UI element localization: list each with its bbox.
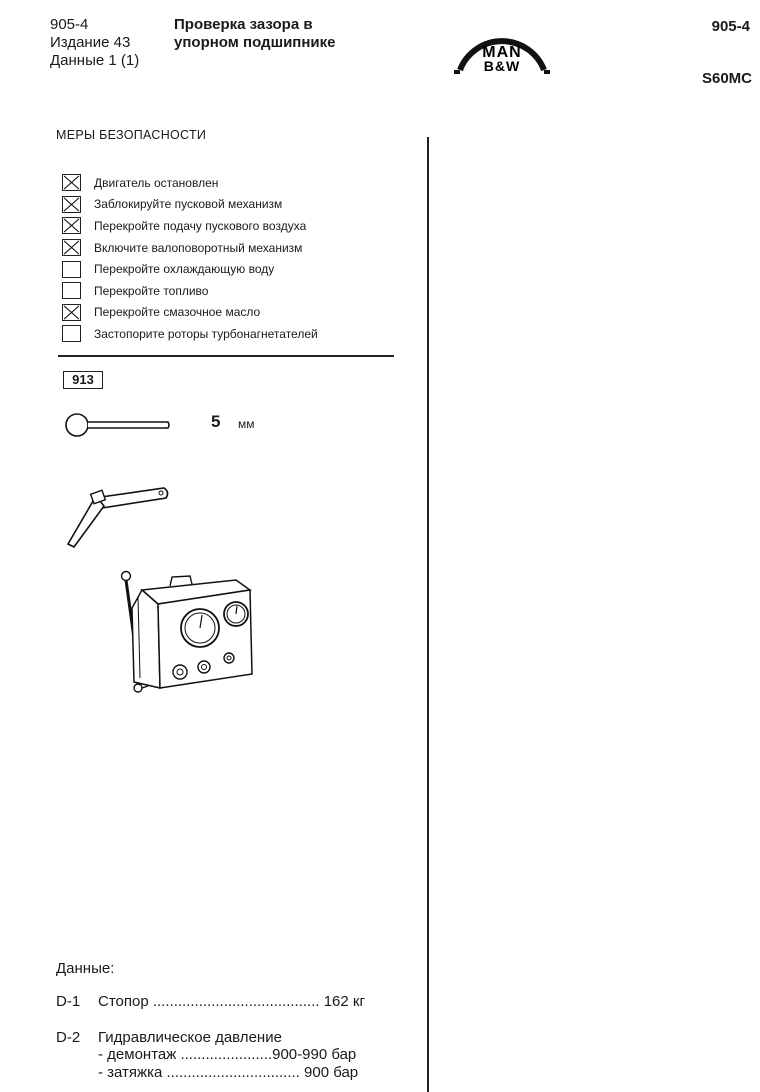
- checked-box-icon: [62, 304, 81, 321]
- safety-item: [62, 258, 402, 280]
- doc-number: 905-4: [50, 16, 89, 33]
- feeler-gauge-icon: [64, 410, 174, 440]
- divider-line: [58, 355, 394, 357]
- feeler-value: 5: [211, 412, 221, 431]
- safety-item-label: Перекройте смазочное масло: [94, 305, 261, 320]
- checked-box-icon: [62, 217, 81, 234]
- safety-item-label: Перекройте охлаждающую воду: [94, 262, 275, 277]
- logo-text-top: MAN: [482, 44, 522, 61]
- safety-item: [62, 172, 402, 194]
- man-bw-logo: [450, 16, 554, 74]
- document-info: [50, 16, 139, 70]
- doc-number-right: 905-4: [711, 18, 750, 35]
- safety-item-label: Двигатель остановлен: [94, 175, 219, 190]
- data-code-d1: D-1: [56, 993, 81, 1010]
- safety-item-label: Включите валоповоротный механизм: [94, 240, 303, 255]
- data-sheet: Данные 1 (1): [50, 52, 140, 69]
- empty-box-icon: [62, 325, 81, 342]
- safety-item-label: Заблокируйте пусковой механизм: [94, 197, 283, 212]
- empty-box-icon: [62, 282, 81, 299]
- data-title: Данные:: [56, 960, 115, 977]
- safety-item: [62, 302, 402, 324]
- lever-tool-icon: [64, 484, 174, 550]
- safety-item-label: Перекройте подачу пускового воздуха: [94, 218, 307, 233]
- tool-number-badge: 913: [63, 371, 103, 389]
- engine-model: S60MC: [701, 70, 752, 87]
- safety-item: [62, 280, 402, 302]
- checked-box-icon: [62, 239, 81, 256]
- safety-item: [62, 237, 402, 259]
- safety-item-label: Застопорите роторы турбонагнетателей: [94, 326, 318, 341]
- title-line-1: Проверка зазора в: [174, 16, 313, 33]
- data-text-d1: Стопор ........................................ 162 кг: [98, 993, 365, 1010]
- title-line-2: упорном подшипнике: [174, 34, 336, 51]
- page-title: [174, 16, 335, 52]
- safety-item: [62, 323, 402, 345]
- safety-checklist: [62, 172, 402, 345]
- edition: Издание 43: [50, 34, 131, 51]
- data-code-d2: D-2: [56, 1029, 81, 1046]
- column-divider: [427, 137, 429, 1092]
- checked-box-icon: [62, 196, 81, 213]
- data-row-d2: [56, 1029, 282, 1047]
- safety-item: [62, 194, 402, 216]
- feeler-unit: мм: [238, 417, 255, 431]
- data-row-d2-disassembly: - демонтаж ......................900-990 бар: [98, 1046, 357, 1063]
- logo-text-bottom: B&W: [483, 58, 521, 74]
- checked-box-icon: [62, 174, 81, 191]
- data-text-d2: Гидравлическое давление: [98, 1029, 282, 1046]
- safety-item-label: Перекройте топливо: [94, 283, 209, 298]
- data-row-d2-tightening: - затяжка ................................ 900 бар: [98, 1064, 359, 1081]
- safety-item: [62, 215, 402, 237]
- data-row-d1: [56, 993, 365, 1011]
- safety-title: МЕРЫ БЕЗОПАСНОСТИ: [56, 128, 207, 142]
- empty-box-icon: [62, 261, 81, 278]
- hydraulic-pump-icon: [118, 568, 256, 698]
